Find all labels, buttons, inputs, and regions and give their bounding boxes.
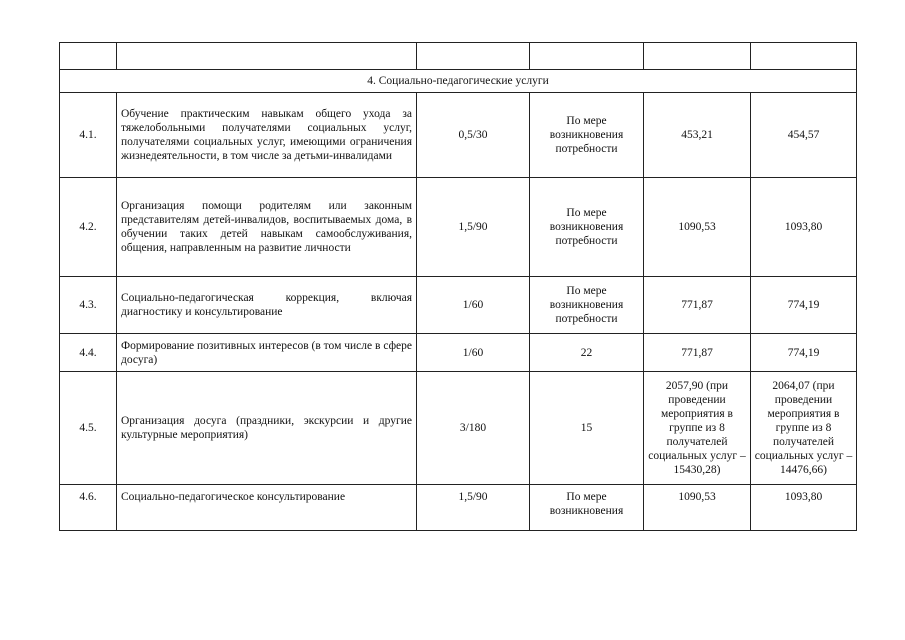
service-norm: 1,5/90 (417, 485, 530, 531)
table-header-row (60, 43, 857, 70)
header-cell-norm (417, 43, 530, 70)
service-name: Социально-педагогическое консультирование (117, 485, 417, 531)
service-tariff-1: 453,21 (644, 93, 751, 178)
service-norm: 0,5/30 (417, 93, 530, 178)
service-norm: 1,5/90 (417, 178, 530, 277)
service-tariff-1: 1090,53 (644, 485, 751, 531)
service-norm: 1/60 (417, 277, 530, 334)
row-number: 4.5. (60, 372, 117, 485)
service-name: Организация помощи родителям или законным представителям детей-инвалидов, воспитываемых дома, в обучении таких детей навыкам самообслуживания, общения, направленным на развитие личности (117, 178, 417, 277)
service-tariff-1: 771,87 (644, 277, 751, 334)
service-tariff-1: 2057,90 (при проведении мероприятия в группе из 8 получателей социальных услуг – 15430,28) (644, 372, 751, 485)
service-tariff-2: 774,19 (751, 277, 857, 334)
header-cell-name (117, 43, 417, 70)
service-frequency: 15 (530, 372, 644, 485)
table-row (60, 485, 857, 531)
service-frequency: По мере возникновения потребности (530, 93, 644, 178)
service-tariff-2: 454,57 (751, 93, 857, 178)
row-number: 4.6. (60, 485, 117, 531)
service-tariff-1: 1090,53 (644, 178, 751, 277)
service-tariff-2: 1093,80 (751, 485, 857, 531)
service-name: Социально-педагогическая коррекция, включая диагностику и консультирование (117, 277, 417, 334)
header-cell-tariff-1 (644, 43, 751, 70)
table-row (60, 93, 857, 178)
table-row (60, 372, 857, 485)
service-name: Обучение практическим навыкам общего ухода за тяжелобольными получателями социальных услуг, получателями социальных услуг, имеющими ограничения жизнедеятельности, в том числе за детьми-инвалидами (117, 93, 417, 178)
header-cell-tariff-2 (751, 43, 857, 70)
section-title: 4. Социально-педагогические услуги (60, 70, 857, 93)
service-frequency: 22 (530, 334, 644, 372)
section-row (60, 70, 857, 93)
row-number: 4.3. (60, 277, 117, 334)
service-norm: 1/60 (417, 334, 530, 372)
service-frequency: По мере возникновения (530, 485, 644, 531)
service-tariff-2: 774,19 (751, 334, 857, 372)
service-norm: 3/180 (417, 372, 530, 485)
service-frequency: По мере возникновения потребности (530, 178, 644, 277)
header-cell-frequency (530, 43, 644, 70)
service-name: Организация досуга (праздники, экскурсии и другие культурные мероприятия) (117, 372, 417, 485)
service-tariff-2: 1093,80 (751, 178, 857, 277)
row-number: 4.4. (60, 334, 117, 372)
service-frequency: По мере возникновения потребности (530, 277, 644, 334)
service-name: Формирование позитивных интересов (в том числе в сфере досуга) (117, 334, 417, 372)
table-row (60, 334, 857, 372)
header-cell-num (60, 43, 117, 70)
row-number: 4.2. (60, 178, 117, 277)
table-row (60, 178, 857, 277)
service-tariff-1: 771,87 (644, 334, 751, 372)
service-tariff-2: 2064,07 (при проведении мероприятия в группе из 8 получателей социальных услуг – 14476,66) (751, 372, 857, 485)
table-row (60, 277, 857, 334)
services-table (59, 42, 857, 531)
row-number: 4.1. (60, 93, 117, 178)
